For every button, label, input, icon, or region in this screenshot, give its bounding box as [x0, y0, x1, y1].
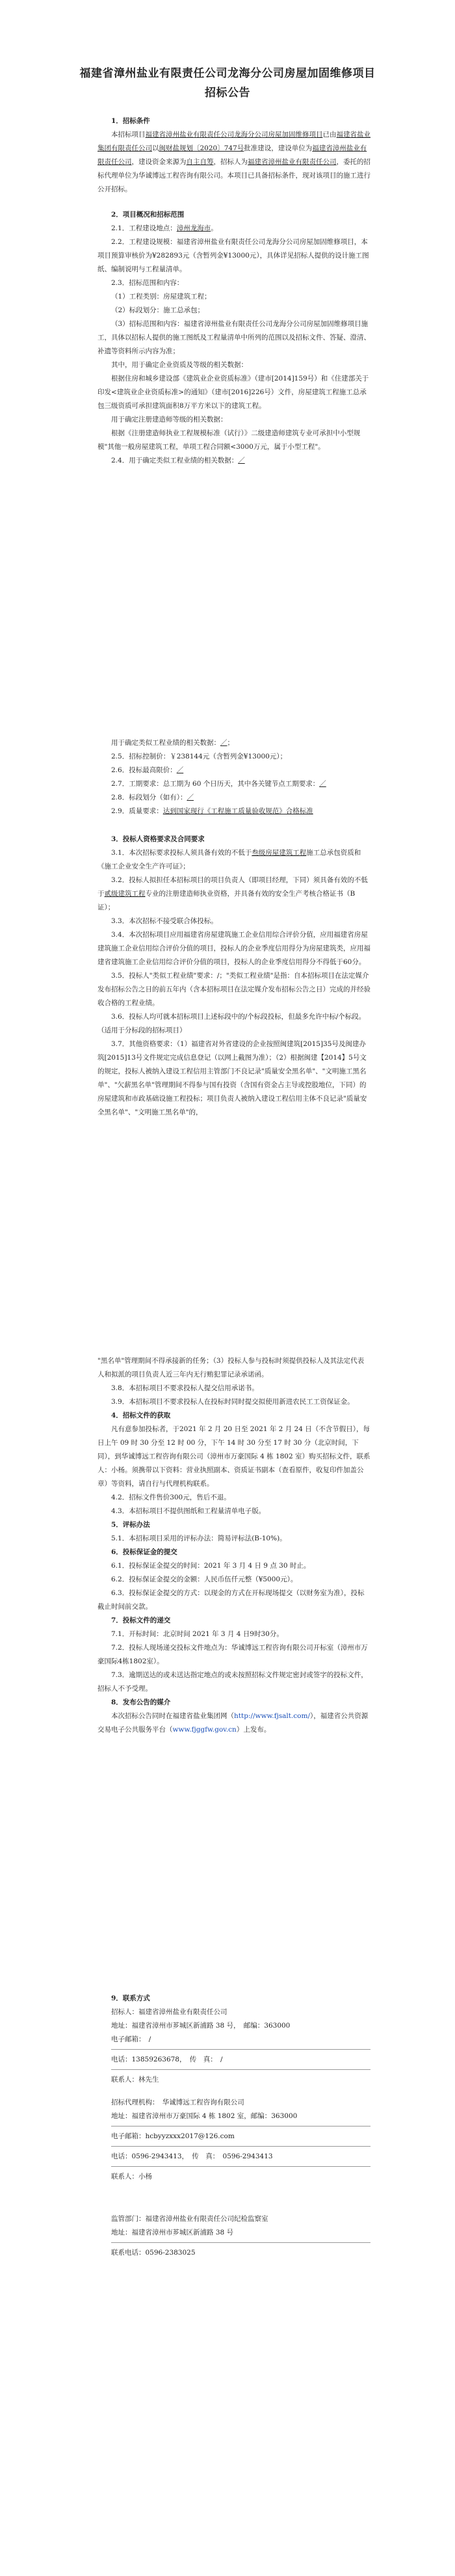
item-3-4: 3.4．本次招标项目应用福建省房屋建筑施工企业信用综合评价分值，应用福建省房屋建筑施工企业信用综合评价分值的项目，投标人的企业季度信用得分为房屋建筑类，应用福建省建筑施工企业信用综合评价分值的项目，投标人的企业季度信用得分不得低于60分。 — [98, 931, 370, 966]
item-2-3-1: （1）工程类别：房屋建筑工程； — [111, 293, 211, 301]
item-3-9: 3.9．本招标项目不要求投标人在投标时同时提交拟使用新进农民工工资保证金。 — [111, 1398, 354, 1406]
item-3-7: 3.7．其他资格要求：（1）福建省对外省建设的企业按照闽建筑[2015]35号及闽建办筑[2015]13号文件规定完成信息登记（以网上截图为准）；（2）根据闽建【2014】5号文的规定，投标人被纳入建设工程信用主管部门不良记录"质量安全黑名单"、"文明施工黑名单"、"欠薪黑名单"管理期间不得参与国有投资（含国有资金占主导或控股地位，下同）的房屋建筑和市政基础设施工程投标；项目负责人被纳入建设工程信用主体不良记录"质量安全黑名单"、"文明施工黑名单"的， — [98, 1040, 367, 1116]
value: 达到国家现行《工程施工质量验收规范》合格标准 — [162, 807, 313, 815]
value: ／ — [238, 457, 245, 464]
text: 已由 — [322, 131, 337, 139]
qualification: 贰级建筑工程 — [104, 890, 146, 898]
divider — [111, 2146, 370, 2147]
item-2-3-3: （3）招标范围和内容：福建省漳州盐业有限责任公司龙海分公司房屋加固维修项目施工，具体以招标人提供的施工图纸及工程量清单中所列的范围以及招标文件、答疑、澄清、补遗等资料所示内容为准； — [98, 320, 370, 355]
section-2 — [98, 208, 370, 468]
item-2-5: 2.5．招标控制价：￥238144元（含暂列金¥13000元）； — [111, 753, 287, 760]
item-2-6 — [98, 764, 370, 777]
text: 专业的注册建造师执业资格，并具备有效的安全生产考核合格证书（B证）； — [98, 890, 356, 911]
approver: 福建省盐业集团有限责任公司 — [98, 131, 370, 152]
text: 2.8．标段划分（如有）： — [111, 794, 187, 801]
supervisor-contact — [98, 2212, 370, 2260]
item-3-7b: "黑名单"管理期间不得承接新的任务；（3）投标人参与投标时须提供投标人及其法定代表人和拟派的项目负责人近三年内无行贿犯罪记录承诺函。 — [98, 1357, 365, 1378]
item-4-2: 4.2．招标文件售价300元，售后不退。 — [111, 1494, 231, 1501]
section-1 — [98, 114, 370, 196]
text: ，委托的招标代理单位为华诚博远工程咨询有限公司。本项目已具备招标条件，现对该项目的施工进行公开招标。 — [98, 158, 370, 193]
value: ／ — [319, 780, 326, 788]
title-line-2: 招标公告 — [205, 87, 250, 100]
item-6-3: 6.3．投标保证金提交的方式：以现金的方式在开标现场提交（以财务室为准），投标截止时间前交款。 — [98, 1589, 365, 1611]
section-8-heading: 8．发布公告的媒介 — [111, 1698, 171, 1706]
supervisor-phone: 联系电话：0596-2383025 — [111, 2249, 196, 2257]
item-7-1: 7.1．开标时间：北京时间 2021 年 3 月 4 日9时30分。 — [111, 1630, 283, 1638]
item-7-3: 7.3．逾期送达的或未送达指定地点的或未按照招标文件规定密封或签字的投标文件，招标人不予受理。 — [98, 1671, 368, 1693]
section-9-heading: 9．联系方式 — [111, 1994, 150, 2002]
text: ），福建省公共资源交易电子公共服务平台（ — [98, 1712, 369, 1734]
title-line-1: 福建省漳州盐业有限责任公司龙海分公司房屋加固维修项目 — [79, 67, 376, 80]
text: 2.9．质量要求： — [111, 807, 163, 815]
section-9 — [98, 1992, 370, 2260]
section-6-heading: 6．投标保证金的提交 — [111, 1548, 177, 1556]
section-3 — [98, 833, 370, 1120]
item-3-6: 3.6．投标人均可就本招标项目上述标段中的/个标段投标，但最多允许中标/个标段。（适用于分标段的招标项目） — [98, 1013, 366, 1034]
text: ，建设资金来源为 — [131, 158, 187, 166]
section-1-heading: 1．招标条件 — [111, 117, 150, 125]
item-3-8: 3.8．本招标项目不要求投标人提交信用承诺书。 — [111, 1384, 259, 1392]
agent-person: 联系人：小杨 — [111, 2173, 152, 2180]
tenderer-person: 联系人：林先生 — [111, 2076, 159, 2084]
tenderer-contact — [98, 2006, 370, 2087]
text: 2.4．用于确定类似工程业绩的相关数据： — [111, 457, 239, 464]
agent-name: 招标代理机构： 华诚博远工程咨询有限公司 — [111, 2099, 244, 2106]
item-2-7 — [98, 777, 370, 791]
divider — [111, 2242, 370, 2244]
value: ／ — [187, 794, 194, 801]
text: 施工总承包资质和《施工企业安全生产许可证》； — [98, 849, 361, 870]
item-6-2: 6.2．投标保证金提交的金额：人民币伍仟元整（¥5000元）。 — [111, 1576, 298, 1583]
item-4-1 — [98, 1423, 370, 1491]
item-2-3-2: （2）标段划分：施工总承包； — [111, 306, 205, 314]
text: 2.6．投标最高限价： — [111, 766, 177, 774]
item-6-1: 6.1．投标保证金提交的时间：2021 年 3 月 4 日 9 点 30 时止。 — [111, 1562, 311, 1570]
supervisor-name: 监管部门：福建省漳州盐业有限责任公司纪检监察室 — [111, 2215, 268, 2223]
item-2-4 — [98, 454, 370, 468]
section-7-heading: 7．投标文件的递交 — [111, 1617, 171, 1624]
text: 以 — [152, 144, 159, 152]
item-2-3-7: 根据《注册建造师执业工程规模标准（试行）》二级建造师建筑专业可承担中小型规模"其他一般房屋建筑工程，单项工程合同额<3000万元，属于小型工程"。 — [98, 429, 361, 451]
text: 3.1．本次招标要求投标人须具备有效的不低于 — [111, 849, 252, 857]
section-4-heading: 4．招标文件的获取 — [111, 1412, 171, 1419]
section-3-cont — [98, 1354, 370, 1737]
section-2-heading: 2．项目概况和招标范围 — [111, 211, 185, 219]
item-2-4b: 用于确定类似工程业绩的相关数据：／； — [111, 739, 234, 747]
public-resource-link[interactable]: www.fjggfw.gov.cn — [172, 1726, 237, 1734]
item-7-2: 7.2．投标人现场递交投标文件地点为：华诚博远工程咨询有限公司开标室（漳州市万豪国际4栋1802室）。 — [98, 1644, 368, 1665]
tenderer-name: 招标人：福建省漳州盐业有限责任公司 — [111, 2008, 228, 2016]
agent-email: 电子邮箱：hcbyyzxxx2017@126.com — [111, 2132, 235, 2140]
approval-doc: 闽财盐规划〔2020〕747号 — [159, 144, 244, 152]
item-2-3-6: 用于确定注册建造师等级的相关数据： — [111, 416, 228, 423]
item-3-3: 3.3．本次招标不接受联合体投标。 — [111, 917, 218, 925]
section-3-heading: 3．投标人资格要求及合同要求 — [111, 835, 205, 843]
tenderer: 福建省漳州盐业有限责任公司 — [248, 158, 337, 166]
item-8-1 — [98, 1710, 370, 1737]
tenderer-address: 地址：福建省漳州市芗城区新浦路 38 号， 邮编：363000 — [111, 2022, 291, 2030]
agent-address: 地址：福建省漳州市万豪国际 4 栋 1802 室，邮编：363000 — [111, 2112, 298, 2120]
agent-phone: 电话：0596-2943413， 传 真： 0596-2943413 — [111, 2153, 273, 2160]
text: 2.7．工期要求：总工期为 60 个日历天，其中各关键节点工期要求： — [111, 780, 320, 788]
text: 批准建设，建设单位为 — [244, 144, 313, 152]
divider — [111, 2166, 370, 2167]
fund-source: 自主自筹 — [186, 158, 214, 166]
item-2-9 — [98, 805, 370, 818]
owner: 福建省漳州盐业有限责任公司 — [98, 144, 367, 166]
qualification: 叁级房屋建筑工程 — [252, 849, 307, 857]
item-2-3: 2.3．招标范围和内容： — [111, 279, 184, 287]
item-4-3: 4.3．本招标项目不提供图纸和工程量清单电子版。 — [111, 1507, 266, 1515]
text: ，招标人为 — [213, 158, 248, 166]
salt-group-link[interactable]: http://www.fjsalt.com/ — [234, 1712, 310, 1720]
divider — [111, 2126, 370, 2127]
item-3-2 — [98, 874, 370, 915]
item-3-1 — [98, 846, 370, 874]
item-2-3-4: 其中，用于确定企业资质及等级的相关数据： — [111, 361, 248, 369]
item-2-8 — [98, 791, 370, 805]
page-title — [32, 64, 422, 103]
tenderer-phone: 电话：13859263678， 传 真： / — [111, 2056, 223, 2063]
section-5-heading: 5．评标办法 — [111, 1521, 150, 1529]
divider — [111, 2069, 370, 2071]
item-2-3-5: 根据住房和城乡建设部《建筑业企业资质标准》（建市[2014]159号）和《住建部关于印发<建筑业企业资质标准>的通知》（建市[2016]226号）文件，房屋建筑工程施工总承包三级资质可承担建筑面积8万平方米以下的建筑工程。 — [98, 375, 369, 410]
text: 本招标项目 — [111, 131, 146, 139]
project-name: 福建省漳州盐业有限责任公司龙海分公司房屋加固维修项目 — [145, 131, 323, 139]
item-2-2: 2.2．工程建设规模：福建省漳州盐业有限责任公司龙海分公司房屋加固维修项目，本项目预算审核价为¥282893元（含暂列金¥13000元），具体详见招标人提供的设计施工图纸、编制说明与工程量清单。 — [98, 238, 369, 273]
agent-contact — [98, 2096, 370, 2184]
text: 本次招标公告同时在福建省盐业集团网（ — [111, 1712, 234, 1720]
text: ）上发布。 — [236, 1726, 271, 1734]
text: 2021 年 2 月 20 日至 2021 年 2 月 24 日（不含节假日），每日上午 09 时 30 分至 12 时 00 分，下午 14 时 30 分至 17 时 30 分（北京时间，下同），到华诚博远工程咨询有限公司（漳州市万豪国际 4 栋 1802 室）购买招标文件，联系人：小杨。须携带以下资料：营业执照副本、资质证书副本（查看原件，收复印件加盖公章）等资料，请自行与代理机构联系。 — [98, 1425, 370, 1488]
text: 3.2．投标人拟担任本招标项目的项目负责人（即项目经理，下同）须具备有效的不低于 — [98, 876, 368, 898]
item-3-5: 3.5．投标人"类似工程业绩"要求：/；"类似工程业绩"是指：自本招标项目在法定媒介发布招标公告之日的前五年内（含本招标项目在法定媒介发布招标公告之日）完成的并经验收合格的工程业绩。 — [98, 972, 370, 1007]
text: 凡有意参加投标者，于 — [111, 1425, 179, 1433]
divider — [111, 2049, 370, 2050]
tenderer-email: 电子邮箱： / — [111, 2035, 151, 2043]
section-2-cont — [98, 736, 370, 818]
item-2-1: 2.1．工程建设地点：漳州龙海市。 — [111, 224, 218, 232]
section-1-body — [98, 128, 370, 196]
supervisor-address: 地址：福建省漳州市芗城区新浦路 38 号 — [111, 2229, 234, 2236]
value: ／ — [176, 766, 184, 774]
item-5-1: 5.1．本招标项目采用的评标办法：简易评标法(B-10%)。 — [111, 1535, 287, 1542]
